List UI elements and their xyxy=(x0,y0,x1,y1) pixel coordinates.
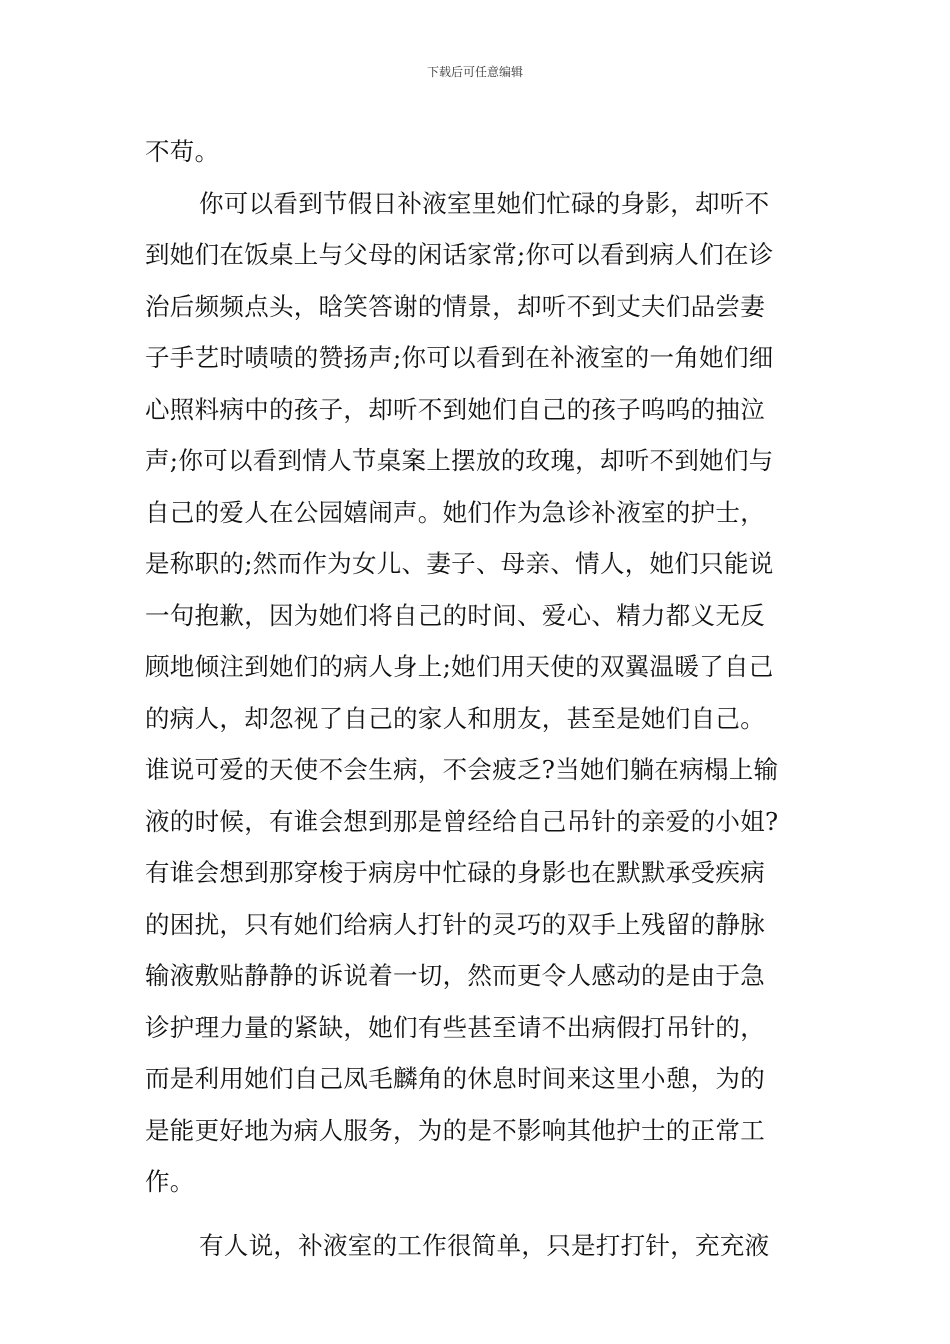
text-line: 的病人，却忽视了自己的家人和朋友，甚至是她们自己。 xyxy=(145,703,765,733)
text-line: 诊护理力量的紧缺，她们有些甚至请不出病假打吊针的， xyxy=(145,1012,765,1042)
page-header: 下载后可任意编辑 xyxy=(426,65,523,79)
text-line: 是称职的;然而作为女儿、妻子、母亲、情人，她们只能说 xyxy=(145,549,774,578)
text-line: 声;你可以看到情人节桌案上摆放的玫瑰，却听不到她们与 xyxy=(145,446,774,475)
text-line: 心照料病中的孩子，却听不到她们自己的孩子呜呜的抽泣 xyxy=(145,394,765,424)
text-line: 自己的爱人在公园嬉闹声。她们作为急诊补液室的护士， xyxy=(145,497,765,527)
paragraph-first-line: 有人说，补液室的工作很简单，只是打打针，充充液 xyxy=(199,1230,770,1260)
text-line: 不苟。 xyxy=(145,137,220,166)
text-line: 治后频频点头，晗笑答谢的情景，却听不到丈夫们品尝妻 xyxy=(145,291,765,321)
text-line: 的困扰，只有她们给病人打针的灵巧的双手上残留的静脉 xyxy=(145,909,765,939)
text-line: 到她们在饭桌上与父母的闲话家常;你可以看到病人们在诊 xyxy=(145,240,774,269)
text-line: 顾地倾注到她们的病人身上;她们用天使的双翼温暖了自己 xyxy=(145,652,774,681)
text-line: 有谁会想到那穿梭于病房中忙碌的身影也在默默承受疾病 xyxy=(145,858,765,887)
text-line: 谁说可爱的天使不会生病，不会疲乏?当她们躺在病榻上输 xyxy=(145,755,779,784)
document-body xyxy=(145,126,809,1271)
paragraph-gap xyxy=(145,1208,809,1220)
text-line: 而是利用她们自己凤毛麟角的休息时间来这里小憩，为的 xyxy=(145,1064,765,1093)
text-line: 子手艺时啧啧的赞扬声;你可以看到在补液室的一角她们细 xyxy=(145,343,774,372)
text-line: 是能更好地为病人服务，为的是不影响其他护士的正常工 xyxy=(145,1115,765,1145)
paragraph-first-line: 你可以看到节假日补液室里她们忙碌的身影，却听不 xyxy=(199,188,770,218)
text-line: 输液敷贴静静的诉说着一切，然而更令人感动的是由于急 xyxy=(145,961,765,990)
text-line: 作。 xyxy=(145,1167,195,1196)
text-line: 液的时候，有谁会想到那是曾经给自己吊针的亲爱的小姐? xyxy=(145,806,779,836)
text-line: 一句抱歉，因为她们将自己的时间、爱心、精力都义无反 xyxy=(145,600,765,630)
